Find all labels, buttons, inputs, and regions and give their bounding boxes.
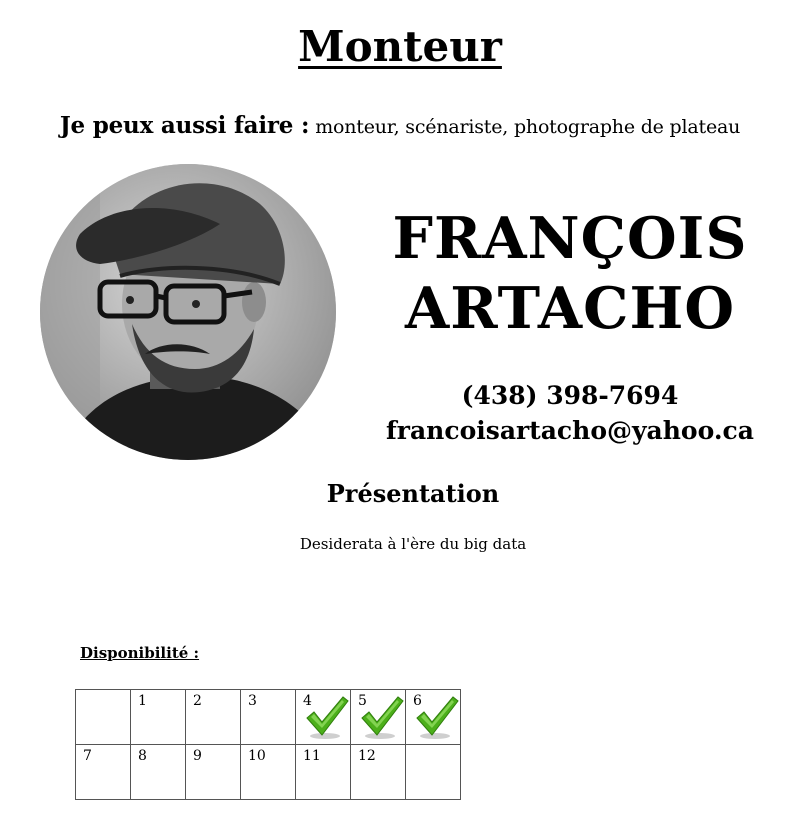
calendar-cell [351,690,406,745]
calendar-day-number: 1 [138,693,147,709]
availability-calendar [75,689,461,800]
calendar-cell [76,745,131,800]
last-name: ARTACHO [405,275,735,342]
calendar-day-number: 4 [303,693,312,709]
person-name [390,204,750,344]
calendar-cell [406,745,461,800]
presentation-text: Desiderata à l'ère du big data [299,535,527,553]
calendar-day-number: 5 [358,693,367,709]
calendar-day-number: 8 [138,748,147,764]
calendar-row [76,690,461,745]
calendar-day-number: 7 [83,748,92,764]
calendar-cell [351,745,406,800]
calendar-day-number: 10 [248,748,266,764]
also-skills [0,112,800,139]
calendar-row [76,745,461,800]
first-name: FRANÇOIS [392,205,748,272]
calendar-cell [296,690,351,745]
calendar-day-number: 2 [193,693,202,709]
available-check-icon [360,694,404,744]
available-check-icon [415,694,459,744]
calendar-day-number: 9 [193,748,202,764]
calendar-day-number: 12 [358,748,376,764]
page-title: Monteur [298,22,502,71]
presentation-title: Présentation [326,479,500,508]
email-address[interactable]: francoisartacho@yahoo.ca [386,416,754,445]
calendar-cell [296,745,351,800]
calendar-cell [186,690,241,745]
available-check-icon [305,694,349,744]
calendar-cell [76,690,131,745]
also-skills-label: Je peux aussi faire : [59,112,310,139]
profile-photo [40,164,336,460]
calendar-cell [131,745,186,800]
also-skills-value: monteur, scénariste, photographe de plateau [315,116,741,138]
calendar-cell [131,690,186,745]
availability-title: Disponibilité : [80,644,200,662]
calendar-day-number: 11 [303,748,321,764]
calendar-cell [406,690,461,745]
contact-info [380,378,760,448]
calendar-cell [241,690,296,745]
portrait-image [40,164,336,460]
calendar-day-number: 3 [248,693,257,709]
phone-number: (438) 398-7694 [461,381,679,410]
calendar-day-number: 6 [413,693,422,709]
calendar-cell [186,745,241,800]
calendar-cell [241,745,296,800]
